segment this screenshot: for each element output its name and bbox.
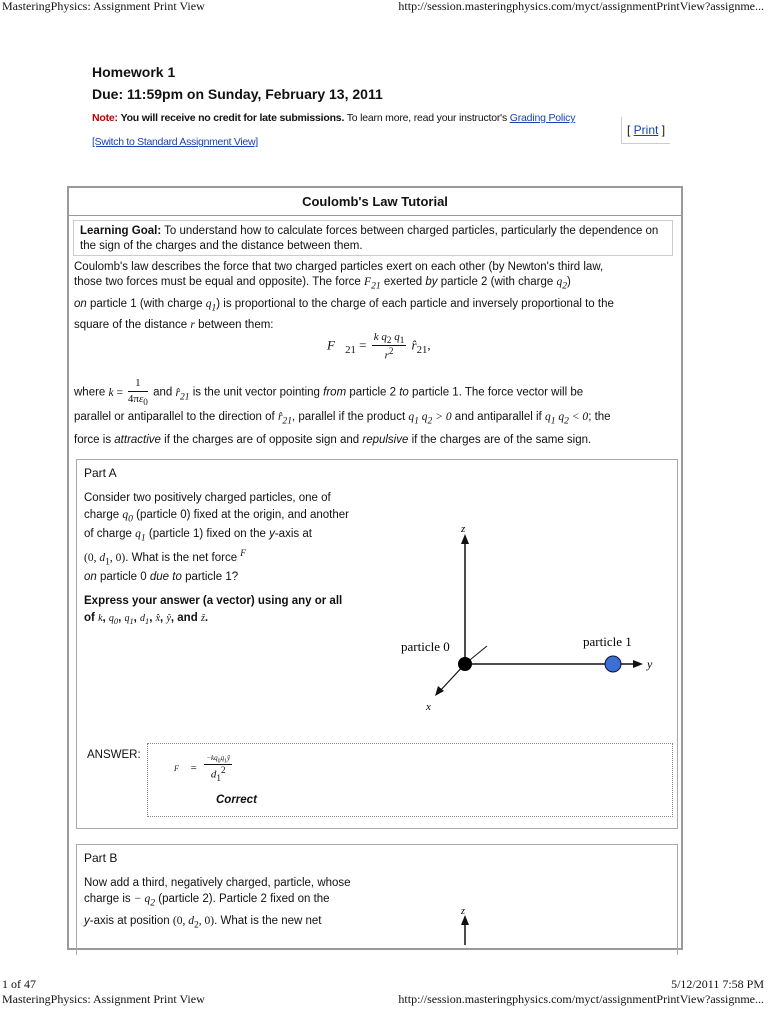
part-b-z-label: z xyxy=(461,906,465,917)
part-a-label: Part A xyxy=(84,466,117,480)
force-sign-line: force is attractive if the charges are of opposite sign and repulsive if the charges are of the same sign. xyxy=(74,434,592,446)
page-count: 1 of 47 xyxy=(2,977,36,991)
intro-line-2: those two forces must be equal and opposite). The force $F_{21}$ exerted by particle 2 (with charge $q_2$) xyxy=(74,276,571,292)
print-box: [ Print ] xyxy=(621,117,670,144)
note-label: Note: xyxy=(92,112,118,124)
tutorial-title: Coulomb's Law Tutorial xyxy=(302,194,448,209)
intro-line-3: on particle 1 (with charge $q_1$) is proportional to the charge of each particle and inversely proportional to the xyxy=(74,298,614,314)
part-b: Part B Now add a third, negatively charged, particle, whose charge is − $q_2$ (particle 2). Particle 2 fixed on the y-axis at position (0, $d_2$, 0). What is the new net z xyxy=(76,844,678,955)
symbol-q2: $q_2$ xyxy=(556,276,568,292)
next-page-header-url: http://session.masteringphysics.com/myct/assignmentPrintView?assignme... xyxy=(398,992,764,1006)
part-b-axes-diagram xyxy=(447,905,487,945)
learning-goal xyxy=(73,220,673,256)
switch-view-link[interactable]: [Switch to Standard Assignment View] xyxy=(92,136,258,148)
next-page-header-title: MasteringPhysics: Assignment Print View xyxy=(2,992,205,1006)
correct-status: Correct xyxy=(216,794,257,806)
particle-1-label: particle 1 xyxy=(583,634,632,649)
symbol-r: r xyxy=(190,319,195,331)
z-axis-label: z xyxy=(461,523,466,535)
title-divider xyxy=(69,215,681,216)
part-a-axes-diagram xyxy=(395,520,665,710)
intro-line-1: Coulomb's law describes the force that two charged particles exert on each other (by Newton's third law, xyxy=(74,261,604,273)
parallel-line: parallel or antiparallel to the direction of $r̂_{21}$, parallel if the product $q_1$ $q_2 > 0$ and antiparallel if $q_1$ $q_2 < 0$; the xyxy=(74,411,611,427)
answer-label: ANSWER: xyxy=(87,749,141,761)
note-bold-text: You will receive no credit for late submissions. xyxy=(120,112,345,124)
coulomb-formula: $F⃗_{21}$ = $\frac{k q_2 q_1}{r^2}$ $r̂_{21}$, xyxy=(327,331,431,362)
learning-goal-text: To understand how to calculate forces between charged particles, particularly the dependence on the sign of the charges and the distance between them. xyxy=(80,225,659,252)
answer-expression: F⃗ = $\frac{-kq_0q_1ŷ}{d_1^2}$ xyxy=(174,754,231,784)
print-link[interactable]: Print xyxy=(633,123,659,137)
assignment-due-date: Due: 11:59pm on Sunday, February 13, 2011 xyxy=(92,86,383,102)
assignment-title: Homework 1 xyxy=(92,64,176,80)
part-b-label: Part B xyxy=(84,851,118,865)
grading-policy-link[interactable]: Grading Policy xyxy=(509,112,576,124)
print-header-title: MasteringPhysics: Assignment Print View xyxy=(2,0,205,13)
note-text: To learn more, read your instructor's xyxy=(346,112,508,124)
y-axis-label: y xyxy=(647,657,653,671)
particle-0-marker xyxy=(458,657,472,671)
x-axis-label: x xyxy=(426,701,431,710)
particle-1-marker xyxy=(605,656,621,672)
part-a: Part A Consider two positively charged particles, one of charge $q_0$ (particle 0) fixed at the origin, and another of charge $q_1$ (particle 1) fixed on the y-axis at (0, $d_1$, 0). What is the net force $^{F⃗}$ on particle 0 due to particle 1? Express your answer (a vector) using any or all of k, $q_0$, $q_1$, $d_1$, x̂, ŷ, and ẑ. z y x particle 0 particle 1 ANSWER: F⃗ = $\frac{-kq_0q_1ŷ}{d_1^2}$ Correct xyxy=(76,459,678,829)
symbol-F21: $F_{21}$ xyxy=(364,276,381,292)
switch-view xyxy=(92,136,258,148)
express-instructions: Express your answer (a vector) using any or all xyxy=(84,595,343,607)
late-note xyxy=(92,112,575,124)
where-line: where k = $\frac{1}{4\pi\varepsilon_0}$ and $r̂_{21}$ is the unit vector pointing from particle 2 to particle 1. The force vector will be xyxy=(74,377,584,408)
tutorial-container xyxy=(67,186,683,950)
particle-0-label: particle 0 xyxy=(401,639,450,654)
print-datetime: 5/12/2011 7:58 PM xyxy=(671,977,764,991)
symbol-q1: $q_1$ xyxy=(205,298,217,314)
learning-goal-label: Learning Goal: xyxy=(80,225,162,237)
print-header-url: http://session.masteringphysics.com/myct/assignmentPrintView?assignme... xyxy=(398,0,764,13)
intro-line-4: square of the distance r between them: xyxy=(74,319,274,331)
answer-box xyxy=(147,743,673,817)
